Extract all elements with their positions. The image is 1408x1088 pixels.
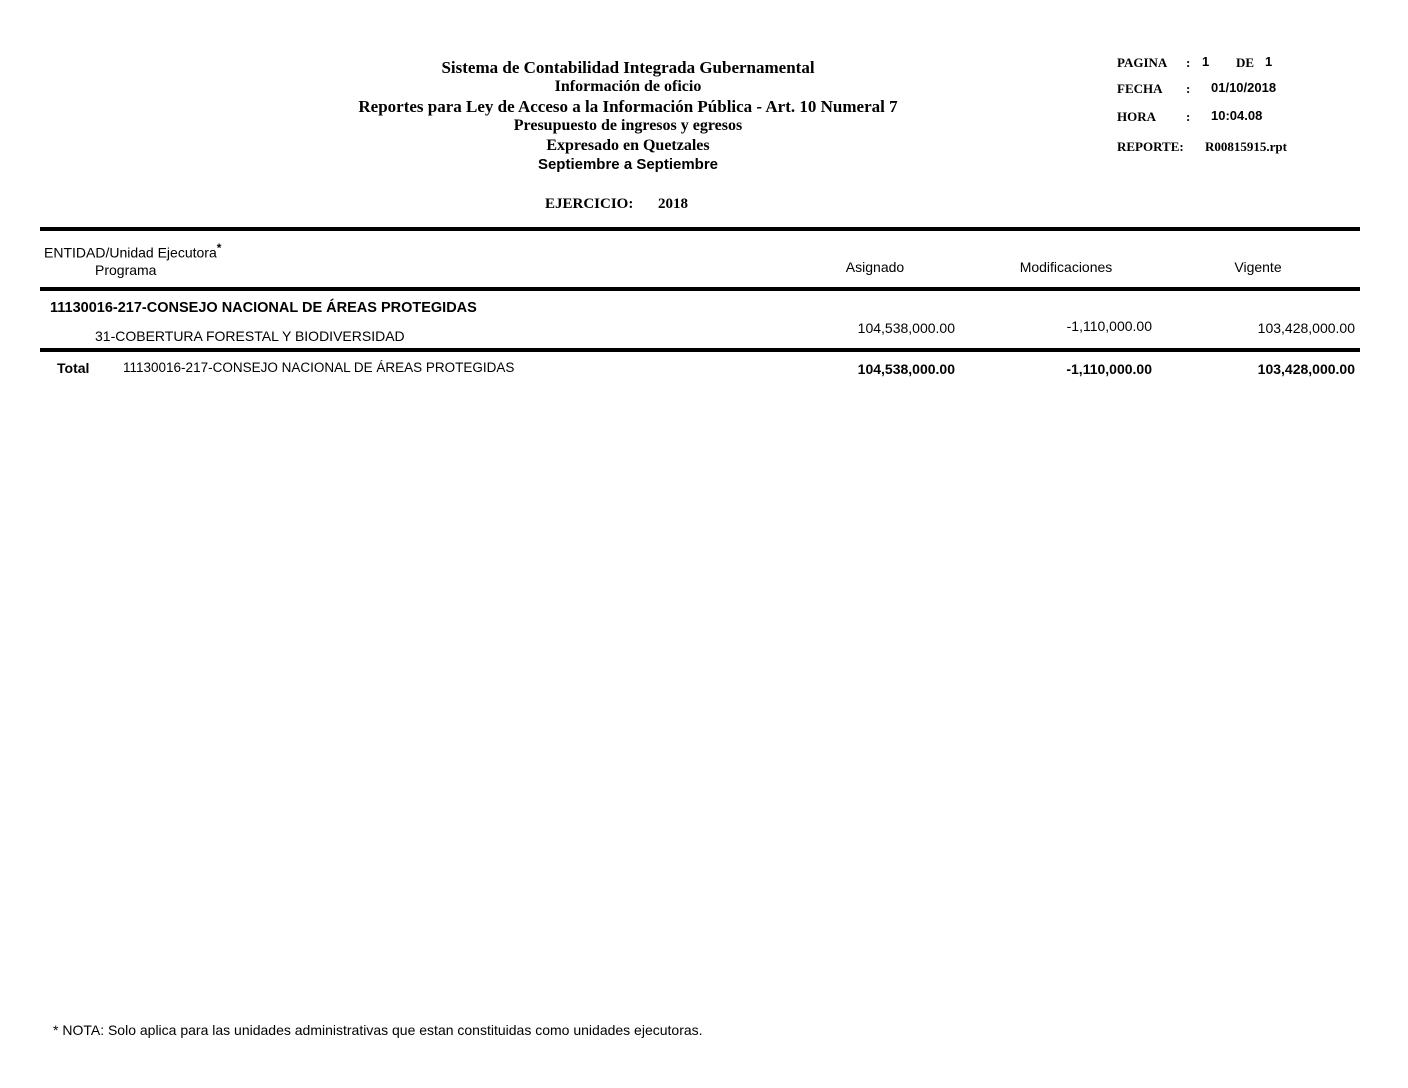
pagina-label: PAGINA: [1117, 55, 1168, 70]
hora-colon: :: [1186, 109, 1191, 124]
reporte-value: R00815915.rpt: [1205, 139, 1287, 154]
fecha-label: FECHA: [1117, 81, 1163, 96]
pagina-value: 1: [1202, 54, 1210, 69]
ejercicio-label: EJERCICIO:: [545, 196, 634, 212]
report-subtitle-oficio: Información de oficio: [554, 78, 702, 95]
report-period-line: Septiembre a Septiembre: [537, 156, 719, 173]
program-modificaciones-value: -1,110,000.00: [1066, 318, 1152, 334]
total-entity-name: 11130016-217-CONSEJO NACIONAL DE ÁREAS PROTEGIDAS: [123, 360, 515, 375]
column-header-programa: Programa: [95, 262, 157, 278]
entidad-asterisk: *: [216, 241, 222, 255]
pagina-colon: :: [1186, 55, 1191, 70]
ejercicio-value: 2018: [658, 196, 688, 212]
total-modificaciones-value: -1,110,000.00: [1066, 361, 1152, 377]
pagina-de-value: 1: [1265, 54, 1273, 69]
table-row-entity-name: 11130016-217-CONSEJO NACIONAL DE ÁREAS PROTEGIDAS: [50, 300, 477, 316]
column-header-vigente: Vigente: [1234, 259, 1282, 275]
column-header-entidad-text: ENTIDAD/Unidad Ejecutora: [44, 244, 217, 261]
column-header-modificaciones: Modificaciones: [1019, 259, 1113, 275]
column-header-asignado: Asignado: [845, 259, 905, 275]
program-vigente-value: 103,428,000.00: [1257, 320, 1355, 336]
fecha-colon: :: [1186, 81, 1191, 96]
total-asignado-value: 104,538,000.00: [857, 361, 955, 377]
fecha-value: 01/10/2018: [1211, 80, 1277, 95]
report-law-title: Reportes para Ley de Acceso a la Información Pública - Art. 10 Numeral 7: [358, 97, 898, 116]
table-top-rule: [40, 227, 1360, 231]
reporte-label: REPORTE:: [1117, 139, 1184, 154]
table-header-rule: [40, 287, 1360, 291]
hora-label: HORA: [1117, 109, 1156, 124]
pagina-de-label: DE: [1236, 55, 1255, 70]
column-header-entidad: [44, 241, 221, 261]
footer-note: * NOTA: Solo aplica para las unidades administrativas que estan constituidas como unidades ejecutoras.: [53, 1022, 703, 1038]
report-system-title: Sistema de Contabilidad Integrada Gubernamental: [441, 58, 815, 77]
report-currency-line: Expresado en Quetzales: [546, 137, 710, 154]
table-row-program-name: 31-COBERTURA FORESTAL Y BIODIVERSIDAD: [95, 328, 405, 344]
report-budget-title: Presupuesto de ingresos y egresos: [513, 117, 743, 134]
total-vigente-value: 103,428,000.00: [1257, 361, 1355, 377]
program-asignado-value: 104,538,000.00: [857, 320, 955, 336]
hora-value: 10:04.08: [1211, 108, 1263, 123]
table-total-rule: [40, 348, 1360, 352]
total-label: Total: [57, 360, 90, 376]
